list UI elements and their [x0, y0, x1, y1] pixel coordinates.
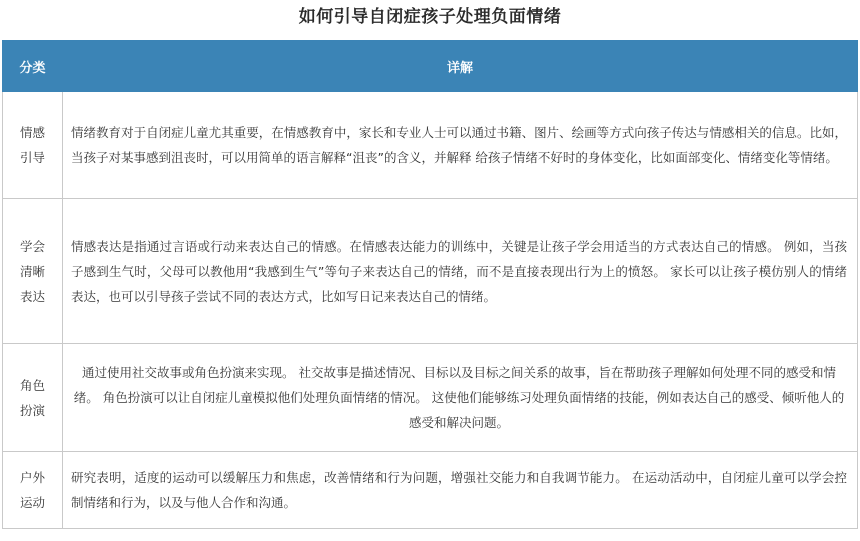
category-cell: [3, 344, 63, 452]
page-title: 如何引导自闭症孩子处理负面情绪: [298, 7, 562, 27]
info-table: [2, 40, 858, 529]
category-cell: [3, 92, 63, 199]
category-label-line: 扮演: [19, 402, 45, 418]
detail-cell: 情感表达是指通过言语或行动来表达自己的情感。在情感表达能力的训练中，关键是让孩子学会用适当的方式表达自己的情感。 例如，当孩子感到生气时，父母可以教他用“我感到生气”等句子来表达自己的情绪，而不是直接表现出行为上的愤怒。 家长可以让孩子模仿别人的情绪表达，也可以引导孩子尝试不同的表达方式，比如写日记来表达自己的情绪。: [63, 199, 858, 344]
category-label-line: 学会: [19, 238, 45, 254]
category-label-line: 引导: [19, 150, 45, 165]
category-label-line: 角色: [19, 377, 45, 393]
table-row: [3, 199, 858, 344]
table-row: [3, 92, 858, 199]
detail-cell: 情绪教育对于自闭症儿童尤其重要，在情感教育中，家长和专业人士可以通过书籍、图片、绘画等方式向孩子传达与情感相关的信息。比如，当孩子对某事感到沮丧时，可以用简单的语言解释“沮丧”的含义，并解释 给孩子情绪不好时的身体变化，比如面部变化、情绪变化等情绪。: [63, 92, 858, 199]
category-label-line: 清晰: [19, 263, 45, 279]
detail-cell: 通过使用社交故事或角色扮演来实现。 社交故事是描述情况、目标以及目标之间关系的故事，旨在帮助孩子理解如何处理不同的感受和情绪。 角色扮演可以让自闭症儿童模拟他们处理负面情绪的情况。 这使他们能够练习处理负面情绪的技能，例如表达自己的感受、倾听他人的感受和解决问题。: [63, 344, 858, 452]
detail-cell: 研究表明，适度的运动可以缓解压力和焦虑，改善情绪和行为问题，增强社交能力和自我调节能力。 在运动活动中，自闭症儿童可以学会控制情绪和行为，以及与他人合作和沟通。: [63, 452, 858, 529]
category-label-line: 表达: [19, 288, 45, 304]
table-header-row: [3, 41, 858, 92]
category-label-line: 情感: [19, 125, 45, 140]
category-label-line: 运动: [19, 495, 45, 510]
category-label-line: 户外: [19, 470, 45, 485]
table-row: [3, 344, 858, 452]
header-detail: 详解: [63, 41, 858, 92]
category-cell: [3, 452, 63, 529]
category-cell: [3, 199, 63, 344]
header-category: 分类: [3, 41, 63, 92]
table-row: [3, 452, 858, 529]
